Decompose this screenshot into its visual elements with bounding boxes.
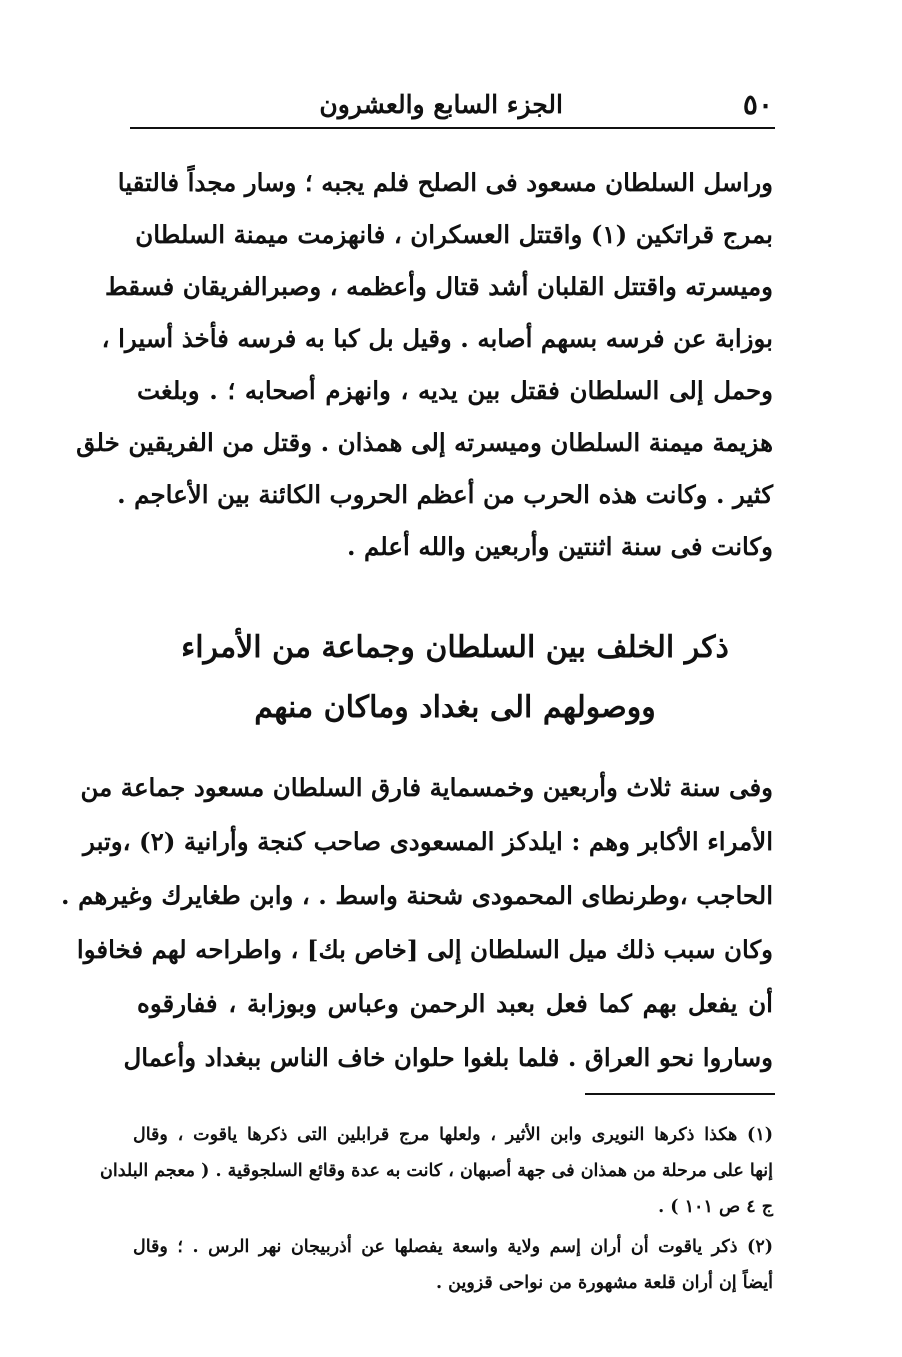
footnotes [100, 1117, 773, 1305]
text-line: وحمل إلى السلطان فقتل بين يديه ، وانهزم أصحابه ؛ . وبلغت [137, 376, 773, 405]
running-head [130, 84, 773, 128]
text-line: وكان سبب ذلك ميل السلطان إلى [خاص بك] ، واطراحه لهم فخافوا [76, 935, 773, 964]
section-heading [137, 618, 773, 738]
page-number: ٥٠ [742, 88, 773, 121]
header-rule [130, 127, 775, 129]
text-line: هزيمة ميمنة السلطان وميسرته إلى همذان . وقتل من الفريقين خلق [76, 428, 773, 457]
footnote-line: (١) هكذا ذكرها النويرى وابن الأثير ، ولعلها مرج قرابلين التى ذكرها ياقوت ، وقال [133, 1125, 773, 1145]
text-line: أن يفعل بهم كما فعل بعبد الرحمن وعباس وبوزابة ، ففارقوه [137, 989, 773, 1018]
footnote-line: إنها على مرحلة من همذان فى جهة أصبهان ، كانت به عدة وقائع السلجوقية . ( معجم البلدان [100, 1161, 773, 1181]
text-line: وكانت فى سنة اثنتين وأربعين والله أعلم . [346, 532, 773, 561]
text-line: وراسل السلطان مسعود فى الصلح فلم يجبه ؛ وسار مجداً فالتقيا [117, 168, 773, 197]
paragraph-1 [76, 157, 773, 573]
heading-line: ووصولهم الى بغداد وماكان منهم [254, 690, 656, 725]
footnote-rule [585, 1093, 775, 1095]
text-line: وساروا نحو العراق . فلما بلغوا حلوان خاف الناس ببغداد وأعمال [123, 1043, 773, 1072]
text-line: الحاجب ،وطرنطاى المحمودى شحنة واسط . ، وابن طغايرك وغيرهم . [61, 881, 773, 910]
text-line: بوزابة عن فرسه بسهم أصابه . وقيل بل كبا به فرسه فأخذ أسيرا ، [101, 324, 773, 353]
footnote-line: ج ٤ ص ١٠١ ) . [658, 1197, 773, 1217]
running-title: الجزء السابع والعشرون [319, 90, 563, 119]
text-line: وفى سنة ثلاث وأربعين وخمسماية فارق السلطان مسعود جماعة من [80, 773, 773, 802]
footnote-line: أيضاً إن أران قلعة مشهورة من نواحى قزوين . [435, 1273, 773, 1293]
text-line: كثير . وكانت هذه الحرب من أعظم الحروب الكائنة بين الأعاجم . [117, 480, 773, 509]
text-line: وميسرته واقتتل القلبان أشد قتال وأعظمه ، وصبرالفريقان فسقط [105, 272, 773, 301]
heading-line: ذكر الخلف بين السلطان وجماعة من الأمراء [181, 630, 729, 665]
text-line: الأمراء الأكابر وهم : ايلدكز المسعودى صاحب كنجة وأرانية (٢) ،وتبر [83, 827, 773, 856]
footnote-1 [100, 1117, 773, 1225]
paragraph-2 [61, 761, 773, 1085]
text-line: بمرج قراتكين (١) واقتتل العسكران ، فانهزمت ميمنة السلطان [135, 220, 773, 249]
footnote-line: (٢) ذكر ياقوت أن أران إسم ولاية واسعة يفصلها عن أذربيجان نهر الرس . ؛ وقال [133, 1237, 773, 1257]
footnote-2 [133, 1229, 773, 1301]
